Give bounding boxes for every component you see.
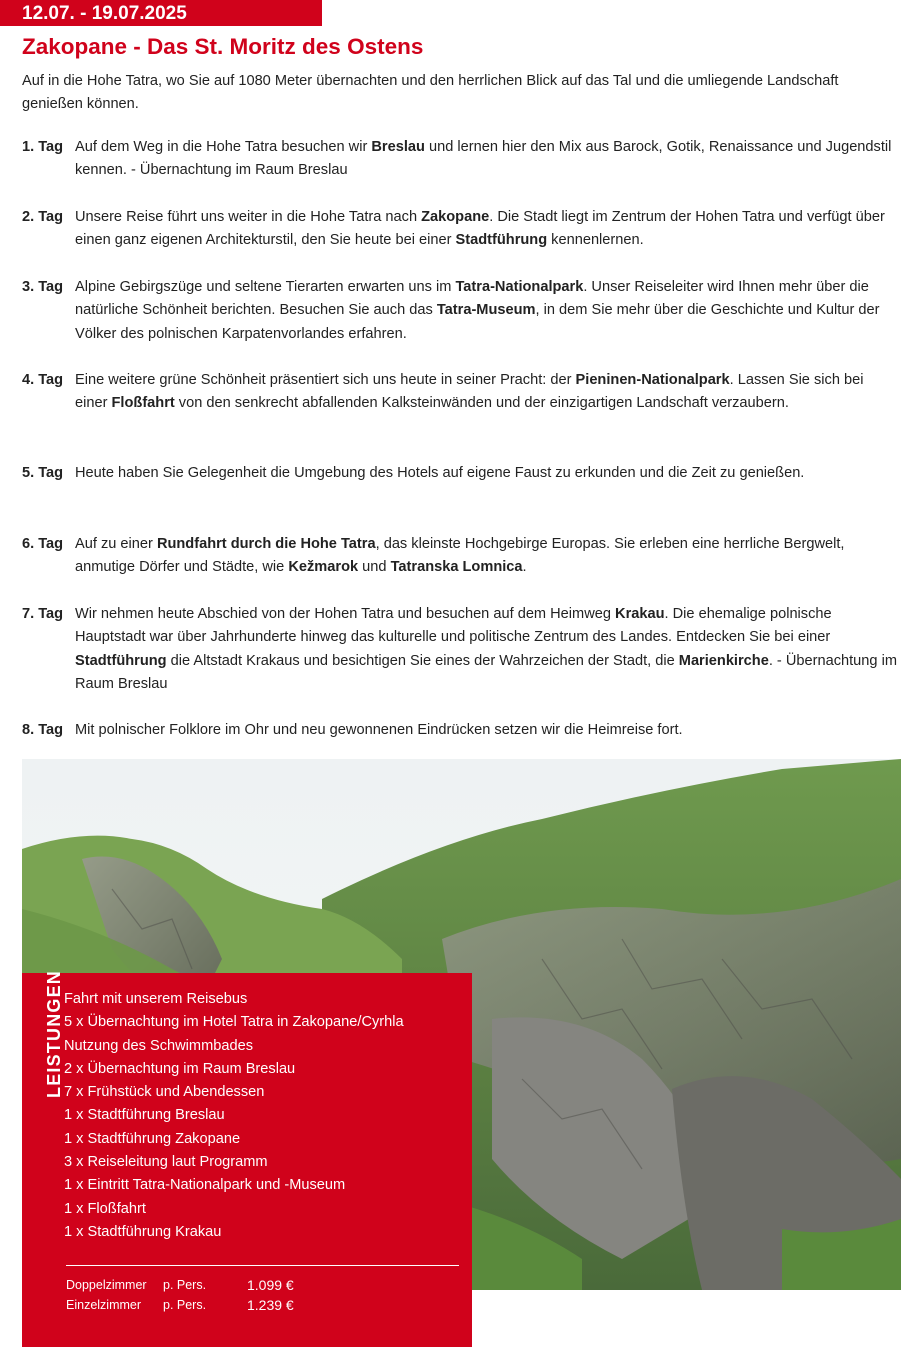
day-label: 7. Tag <box>22 606 64 622</box>
price-row-single <box>66 1295 446 1315</box>
body-text: . Die ehemalige polnische Hauptstadt war über Jahrhunderte hinweg das kulturelle und politische Zentrum des Landes. Entdecken Sie bei einer <box>75 606 832 646</box>
page-title: Zakopane - Das St. Moritz des Ostens <box>22 34 424 59</box>
highlight-text: Breslau <box>371 139 425 155</box>
itinerary-day <box>22 136 897 183</box>
services-heading: LEISTUNGEN <box>44 969 64 1098</box>
itinerary-day <box>22 206 897 253</box>
highlight-text: Stadtführung <box>455 232 548 249</box>
body-text: von den senkrecht abfallenden Kalksteinwänden und der einzigartigen Landschaft verzaubern. <box>174 395 789 412</box>
itinerary-day <box>22 719 897 742</box>
list-item: 1 x Eintritt Tatra-Nationalpark und -Museum <box>64 1177 346 1194</box>
highlight-text: Krakau <box>615 606 665 622</box>
price-per-person-label: p. Pers. <box>163 1298 207 1312</box>
highlight-text: Zakopane <box>421 209 490 225</box>
itinerary-day <box>22 276 897 346</box>
highlight-text: Tatra-Nationalpark <box>455 279 584 295</box>
itinerary-day <box>22 603 897 696</box>
body-text: . <box>522 559 527 576</box>
body-text: kennenlernen. <box>547 232 644 249</box>
price-value: 1.239 € <box>247 1297 294 1313</box>
intro-text: Auf in die Hohe Tatra, wo Sie auf 1080 Meter übernachten und den herrlichen Blick auf das Tal und die umliegende Landschaft genießen können. <box>22 73 839 112</box>
body-text: . - Übernachtung im Raum Breslau <box>75 652 897 692</box>
body-text: Heute haben Sie Gelegenheit die Umgebung des Hotels auf eigene Faust zu erkunden und die Zeit zu genießen. <box>75 465 805 481</box>
day-description <box>75 719 897 742</box>
day-label: 2. Tag <box>22 209 64 225</box>
day-description <box>75 533 897 580</box>
body-text: . Unser Reiseleiter wird Ihnen mehr über die natürliche Schönheit berichten. Besuchen Sie auch das <box>75 279 869 319</box>
date-banner <box>0 0 322 26</box>
list-item: 7 x Frühstück und Abendessen <box>64 1084 265 1101</box>
highlight-text: Kežmarok <box>288 559 359 576</box>
day-description <box>75 369 897 416</box>
day-label: 5. Tag <box>22 465 64 481</box>
day-label: 4. Tag <box>22 372 64 388</box>
highlight-text: Rundfahrt durch die Hohe Tatra <box>156 536 376 552</box>
list-item: 1 x Floßfahrt <box>64 1200 146 1217</box>
day-label: 8. Tag <box>22 722 64 738</box>
day-description <box>75 603 897 696</box>
day-label: 3. Tag <box>22 279 64 295</box>
itinerary-day <box>22 462 897 485</box>
body-text: Auf dem Weg in die Hohe Tatra besuchen wir <box>75 139 372 155</box>
body-text: Auf zu einer <box>75 536 157 552</box>
body-text: . Lassen Sie sich bei einer <box>75 372 864 412</box>
list-item: Fahrt mit unserem Reisebus <box>64 991 248 1007</box>
price-per-person-label: p. Pers. <box>163 1278 207 1292</box>
body-text: Mit polnischer Folklore im Ohr und neu gewonnenen Eindrücken setzen wir die Heimreise fort. <box>75 722 683 738</box>
room-type: Einzelzimmer <box>66 1298 142 1312</box>
room-type: Doppelzimmer <box>66 1278 147 1292</box>
body-text: , das kleinste Hochgebirge Europas. Sie erleben eine herrliche Bergwelt, anmutige Dörfer und Städte, wie <box>75 536 845 576</box>
highlight-text: Pieninen-Nationalpark <box>575 372 730 388</box>
divider <box>66 1265 459 1266</box>
body-text: Unsere Reise führt uns weiter in die Hohe Tatra nach <box>75 209 422 225</box>
body-text: Wir nehmen heute Abschied von der Hohen Tatra und besuchen auf dem Heimweg <box>75 606 616 622</box>
services-list <box>64 988 404 1244</box>
highlight-text: Tatranska Lomnica <box>390 559 523 576</box>
body-text: und lernen hier den Mix aus Barock, Gotik, Renaissance und Jugendstil kennen. - Übernachtung im Raum Breslau <box>75 139 892 179</box>
date-range: 12.07. - 19.07.2025 <box>22 3 187 24</box>
list-item: 1 x Stadtführung Krakau <box>64 1223 222 1240</box>
day-label: 6. Tag <box>22 536 64 552</box>
day-description <box>75 276 897 346</box>
list-item: 3 x Reiseleitung laut Programm <box>64 1154 268 1171</box>
list-item: 1 x Stadtführung Breslau <box>64 1107 225 1124</box>
body-text: . Die Stadt liegt im Zentrum der Hohen Tatra und verfügt über einen ganz eigenen Architekturstil, den Sie heute bei einer <box>75 209 885 249</box>
list-item: 5 x Übernachtung im Hotel Tatra in Zakopane/Cyrhla <box>64 1014 404 1031</box>
day-description <box>75 136 897 183</box>
body-text: , in dem Sie mehr über die Geschichte und Kultur der Völker des polnischen Karpatenvorlandes erfahren. <box>75 302 880 342</box>
highlight-text: Tatra-Museum <box>436 302 536 319</box>
list-item: 2 x Übernachtung im Raum Breslau <box>64 1060 296 1077</box>
price-row-double <box>66 1275 446 1295</box>
body-text: und <box>358 559 391 576</box>
list-item: Nutzung des Schwimmbades <box>64 1037 253 1054</box>
day-description <box>75 206 897 253</box>
body-text: Eine weitere grüne Schönheit präsentiert sich uns heute in seiner Pracht: der <box>75 372 576 388</box>
highlight-text: Floßfahrt <box>111 395 175 412</box>
body-text: die Altstadt Krakaus und besichtigen Sie eines der Wahrzeichen der Stadt, die <box>166 652 679 669</box>
itinerary-day <box>22 369 897 416</box>
itinerary-day <box>22 533 897 580</box>
price-value: 1.099 € <box>247 1277 294 1293</box>
highlight-text: Stadtführung <box>75 652 167 669</box>
services-panel <box>22 969 472 1347</box>
day-description <box>75 462 897 485</box>
body-text: Alpine Gebirgszüge und seltene Tierarten erwarten uns im <box>75 279 456 295</box>
highlight-text: Marienkirche <box>678 652 769 669</box>
list-item: 1 x Stadtführung Zakopane <box>64 1130 241 1147</box>
day-label: 1. Tag <box>22 139 64 155</box>
